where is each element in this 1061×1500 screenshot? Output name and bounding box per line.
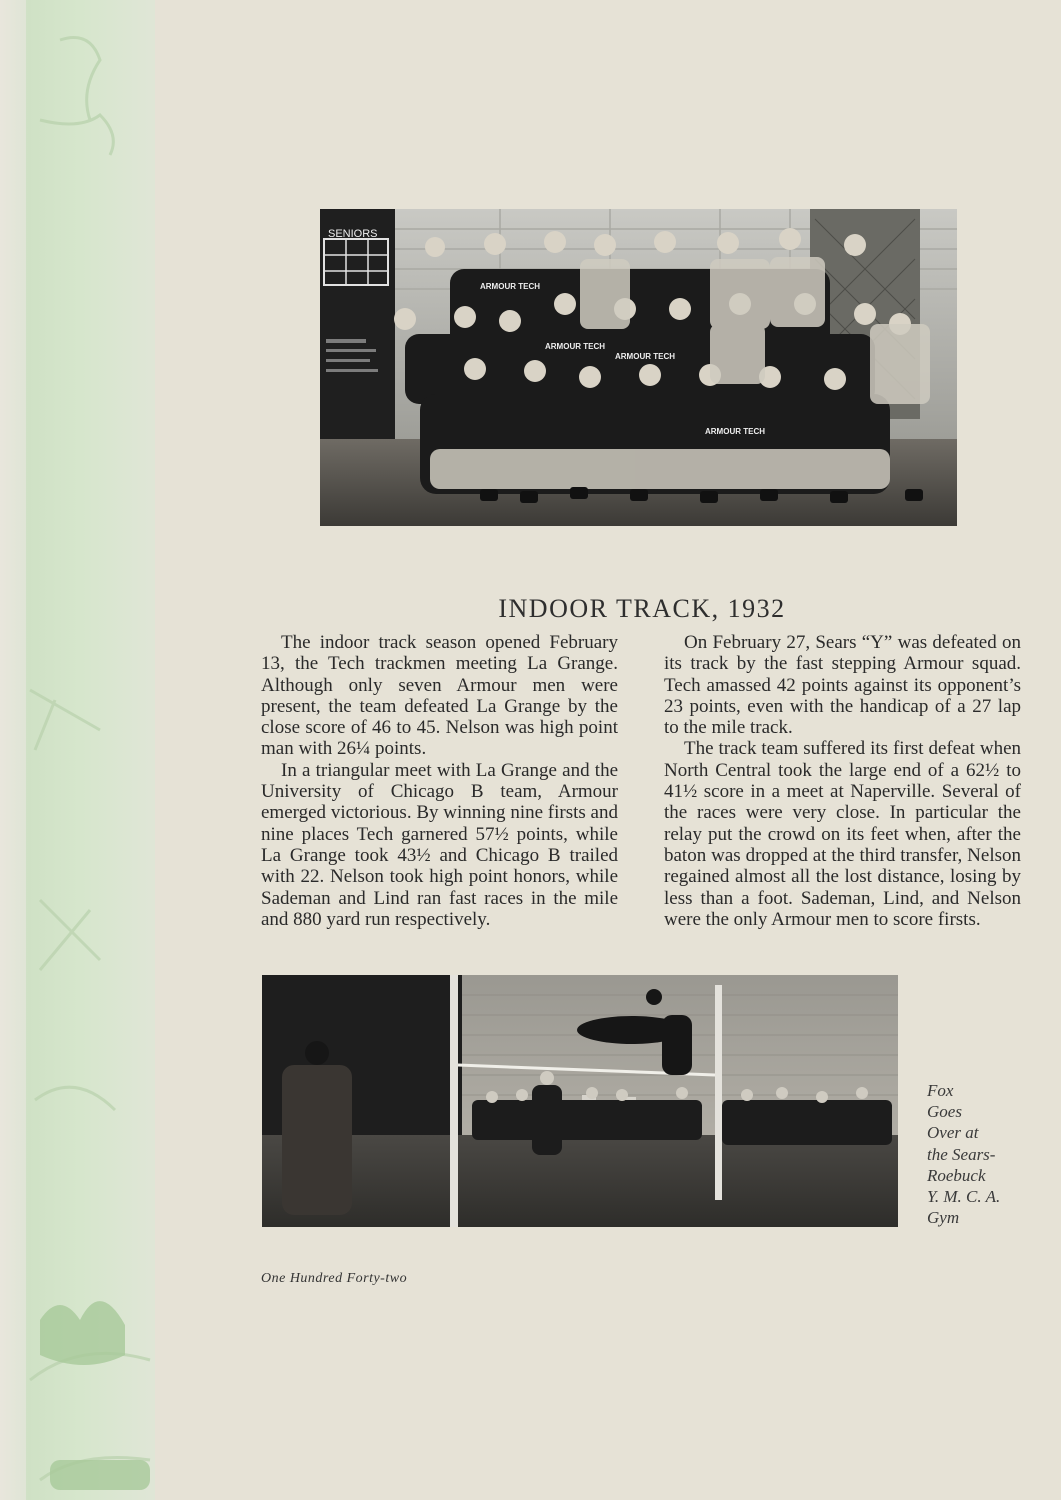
jersey-lettering: ARMOUR TECH [545,342,605,351]
jersey-lettering: ARMOUR TECH [615,352,675,361]
page-number-folio: One Hundred Forty-two [261,1271,408,1286]
caption-line: Roebuck [927,1165,986,1185]
caption-line: Goes [927,1102,962,1122]
article-paragraph: The track team suffered its first defeat when North Central took the large end of a 62½ to 41½ score in a meet at Naperville. Several of the races were very close. In particular the relay put the crowd on its feet when, after the baton was dropped at the third transfer, Nelson regained almost all the lost distance, losing by less than a foot. Sademan, Lind, and Nelson were the only Armour men to score firsts. [664,738,1021,930]
team-photo-image [320,209,957,526]
high-jump-photo-image [262,975,898,1227]
caption-line: the Sears- [927,1144,996,1164]
jersey-lettering: ARMOUR TECH [705,427,765,436]
article-right-column [664,632,1021,930]
article-paragraph: In a triangular meet with La Grange and the University of Chicago B team, Armour emerged victorious. By winning nine firsts and nine places Tech garnered 57½ points, while La Grange took 43½ and Chicago B trailed with 22. Nelson took high point honors, while Sademan and Lind ran fast races in the mile and 880 yard run respectively. [261,759,618,930]
article-paragraph: On February 27, Sears “Y” was defeated on its track by the fast stepping Armour squad. Tech amassed 42 points against its opponent’s 23 points, even with the handicap of a 27 lap to the mile track. [664,632,1021,739]
margin-doodle-art [0,0,155,1500]
caption-line: Fox [927,1081,954,1100]
article-left-column [261,632,618,930]
high-jump-photo [262,975,898,1227]
article-paragraph: The indoor track season opened February 13, the Tech trackmen meeting La Grange. Although only seven Armour men were present, the team defeated La Grange by the close score of 46 to 45. Nelson was high point man with 26¼ points. [261,632,618,760]
page-title: INDOOR TRACK, 1932 [498,594,786,623]
jersey-lettering: ARMOUR TECH [480,282,540,291]
photo-caption [927,1080,1037,1228]
team-photo [320,209,957,526]
decorative-margin-strip [0,0,155,1500]
caption-line: Y. M. C. A. [927,1187,1001,1207]
caption-line: Over at [927,1123,979,1143]
caption-line: Gym [927,1208,960,1228]
scoreboard-label: SENIORS [328,228,378,240]
